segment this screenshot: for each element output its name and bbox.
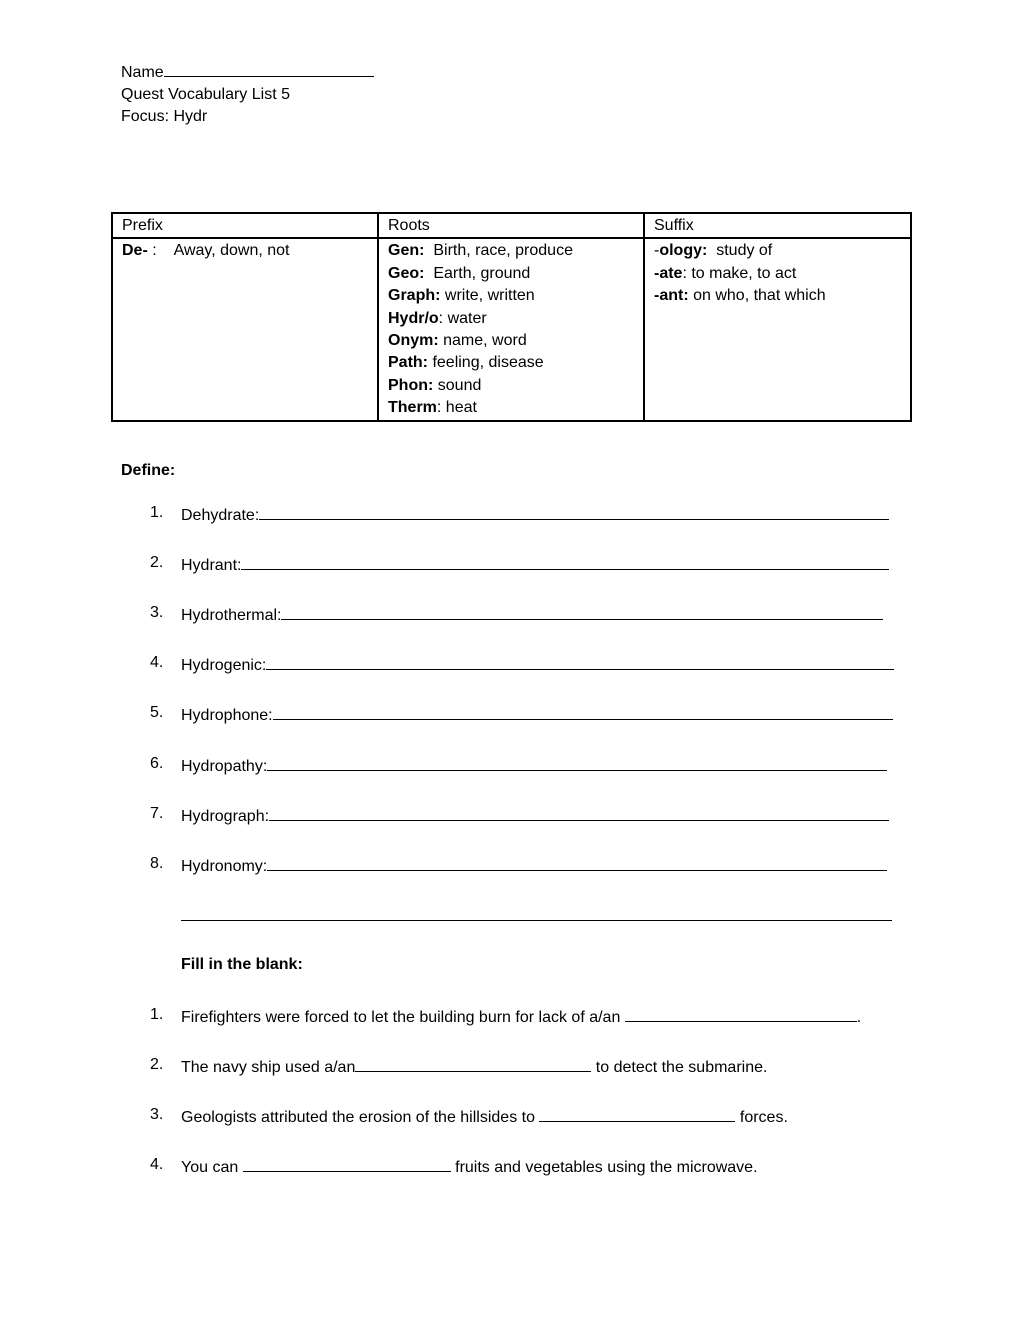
define-number: 8. [150, 855, 164, 872]
focus-label: Focus: Hydr [121, 108, 208, 125]
vocabulary-table [111, 212, 912, 422]
roots-cell [378, 238, 644, 420]
column-header-roots: Roots [378, 213, 644, 238]
fill-title: Fill in the blank: [181, 956, 303, 973]
fill-item: Firefighters were forced to let the building burn for lack of a/an . [181, 1006, 861, 1027]
table-body-row [112, 238, 911, 420]
answer-blank[interactable] [259, 504, 889, 520]
name-label: Name [121, 64, 164, 81]
fill-item: The navy ship used a/an to detect the submarine. [181, 1056, 767, 1077]
list-title: Quest Vocabulary List 5 [121, 86, 290, 103]
fill-item: Geologists attributed the erosion of the hillsides to forces. [181, 1106, 788, 1127]
extra-answer-line [181, 905, 892, 926]
answer-blank[interactable] [625, 1006, 857, 1022]
name-line [121, 61, 374, 84]
fill-number: 3. [150, 1106, 164, 1123]
prefix-entry: De- : Away, down, not [122, 242, 290, 260]
suffix-cell [644, 238, 911, 420]
fill-number: 4. [150, 1156, 164, 1173]
suffix-entry: -ate: to make, to act [654, 264, 797, 282]
define-item: Hydrant: [181, 554, 889, 575]
column-header-suffix: Suffix [644, 213, 911, 238]
define-number: 4. [150, 654, 164, 671]
answer-blank[interactable] [539, 1106, 735, 1122]
define-item: Hydrogenic: [181, 654, 894, 675]
name-blank[interactable] [164, 61, 374, 77]
define-item: Hydropathy: [181, 755, 887, 776]
define-item: Hydrograph: [181, 805, 889, 826]
answer-blank[interactable] [243, 1156, 451, 1172]
root-entry: Geo: Earth, ground [388, 264, 531, 282]
define-title: Define: [121, 462, 176, 479]
table-header-row [112, 213, 911, 238]
define-number: 6. [150, 755, 164, 772]
define-number: 3. [150, 604, 164, 621]
answer-blank[interactable] [266, 654, 894, 670]
answer-blank[interactable] [355, 1056, 591, 1072]
define-number: 5. [150, 704, 164, 721]
define-item: Hydronomy: [181, 855, 887, 876]
root-entry: Onym: name, word [388, 332, 527, 350]
fill-item: You can fruits and vegetables using the microwave. [181, 1156, 758, 1177]
root-entry: Graph: write, written [388, 287, 535, 305]
define-item: Hydrophone: [181, 704, 893, 725]
root-entry: Phon: sound [388, 376, 482, 394]
define-number: 1. [150, 504, 164, 521]
answer-blank[interactable] [241, 554, 889, 570]
answer-blank[interactable] [267, 755, 887, 771]
suffix-entry: -ant: on who, that which [654, 287, 826, 305]
answer-blank[interactable] [181, 905, 892, 921]
define-item: Dehydrate: [181, 504, 889, 525]
root-entry: Path: feeling, disease [388, 354, 544, 372]
define-item: Hydrothermal: [181, 604, 883, 625]
root-entry: Gen: Birth, race, produce [388, 242, 573, 260]
answer-blank[interactable] [267, 855, 887, 871]
fill-number: 2. [150, 1056, 164, 1073]
suffix-entry: -ology: study of [654, 242, 773, 260]
define-number: 7. [150, 805, 164, 822]
define-number: 2. [150, 554, 164, 571]
column-header-prefix: Prefix [112, 213, 378, 238]
answer-blank[interactable] [269, 805, 889, 821]
root-entry: Hydr/o: water [388, 309, 487, 327]
prefix-cell [112, 238, 378, 420]
fill-number: 1. [150, 1006, 164, 1023]
answer-blank[interactable] [281, 604, 883, 620]
answer-blank[interactable] [273, 704, 893, 720]
root-entry: Therm: heat [388, 399, 477, 417]
